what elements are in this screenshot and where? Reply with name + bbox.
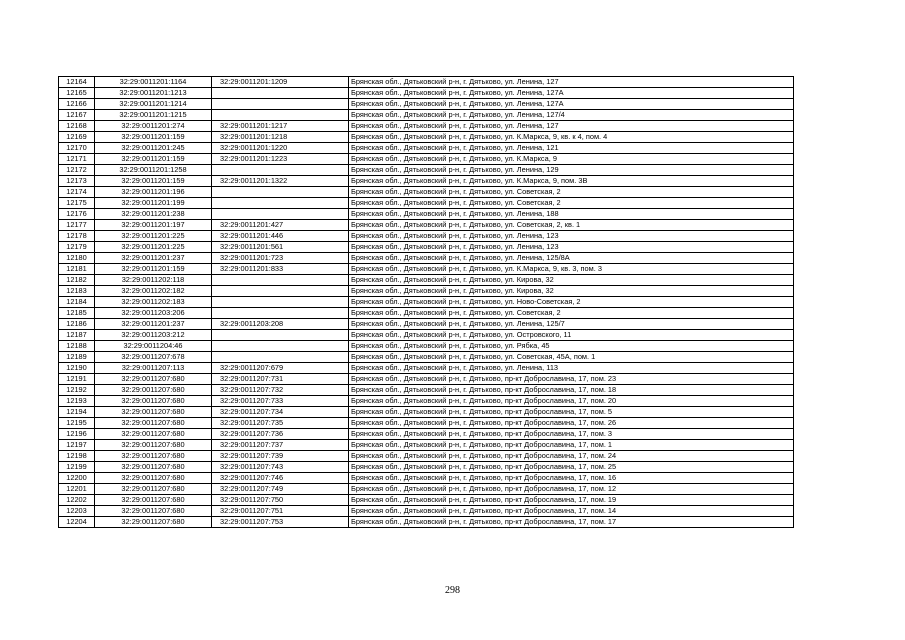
related-cadastral-number-cell xyxy=(212,209,349,220)
address-cell: Брянская обл., Дятьковский р-н, г. Дятьково, ул. К.Маркса, 9 xyxy=(349,154,794,165)
cadastral-number-cell: 32:29:0011207:680 xyxy=(95,451,212,462)
address-cell: Брянская обл., Дятьковский р-н, г. Дятьково, ул. Рябка, 45 xyxy=(349,341,794,352)
table-row xyxy=(59,396,794,407)
table-row xyxy=(59,286,794,297)
address-cell: Брянская обл., Дятьковский р-н, г. Дятьково, ул. Ленина, 123 xyxy=(349,242,794,253)
cadastral-number-cell: 32:29:0011207:680 xyxy=(95,429,212,440)
row-number-cell: 12168 xyxy=(59,121,95,132)
table-row xyxy=(59,253,794,264)
address-cell: Брянская обл., Дятьковский р-н, г. Дятьково, ул. Кирова, 32 xyxy=(349,286,794,297)
cadastral-number-cell: 32:29:0011201:1164 xyxy=(95,77,212,88)
address-cell: Брянская обл., Дятьковский р-н, г. Дятьково, пр-кт Доброславина, 17, пом. 23 xyxy=(349,374,794,385)
address-cell: Брянская обл., Дятьковский р-н, г. Дятьково, ул. Советская, 2, кв. 1 xyxy=(349,220,794,231)
table-row xyxy=(59,319,794,330)
related-cadastral-number-cell: 32:29:0011203:208 xyxy=(212,319,349,330)
related-cadastral-number-cell: 32:29:0011201:833 xyxy=(212,264,349,275)
table-row xyxy=(59,99,794,110)
cadastral-number-cell: 32:29:0011202:118 xyxy=(95,275,212,286)
row-number-cell: 12194 xyxy=(59,407,95,418)
cadastral-number-cell: 32:29:0011201:245 xyxy=(95,143,212,154)
table-row xyxy=(59,407,794,418)
address-cell: Брянская обл., Дятьковский р-н, г. Дятьково, ул. Ленина, 123 xyxy=(349,231,794,242)
related-cadastral-number-cell: 32:29:0011207:753 xyxy=(212,517,349,528)
row-number-cell: 12180 xyxy=(59,253,95,264)
address-cell: Брянская обл., Дятьковский р-н, г. Дятьково, ул. Ново-Советская, 2 xyxy=(349,297,794,308)
row-number-cell: 12169 xyxy=(59,132,95,143)
table-row xyxy=(59,352,794,363)
row-number-cell: 12196 xyxy=(59,429,95,440)
address-cell: Брянская обл., Дятьковский р-н, г. Дятьково, ул. Ленина, 127 xyxy=(349,121,794,132)
table-row xyxy=(59,220,794,231)
cadastral-number-cell: 32:29:0011207:680 xyxy=(95,517,212,528)
row-number-cell: 12191 xyxy=(59,374,95,385)
related-cadastral-number-cell xyxy=(212,352,349,363)
cadastral-number-cell: 32:29:0011201:199 xyxy=(95,198,212,209)
related-cadastral-number-cell: 32:29:0011201:1322 xyxy=(212,176,349,187)
table-row xyxy=(59,462,794,473)
row-number-cell: 12201 xyxy=(59,484,95,495)
address-cell: Брянская обл., Дятьковский р-н, г. Дятьково, пр-кт Доброславина, 17, пом. 19 xyxy=(349,495,794,506)
address-cell: Брянская обл., Дятьковский р-н, г. Дятьково, пр-кт Доброславина, 17, пом. 16 xyxy=(349,473,794,484)
related-cadastral-number-cell: 32:29:0011207:743 xyxy=(212,462,349,473)
table-row xyxy=(59,231,794,242)
address-cell: Брянская обл., Дятьковский р-н, г. Дятьково, пр-кт Доброславина, 17, пом. 12 xyxy=(349,484,794,495)
table-row xyxy=(59,418,794,429)
cadastral-number-cell: 32:29:0011201:1258 xyxy=(95,165,212,176)
address-cell: Брянская обл., Дятьковский р-н, г. Дятьково, ул. Советская, 2 xyxy=(349,308,794,319)
cadastral-number-cell: 32:29:0011207:680 xyxy=(95,462,212,473)
table-row xyxy=(59,473,794,484)
related-cadastral-number-cell: 32:29:0011201:446 xyxy=(212,231,349,242)
row-number-cell: 12178 xyxy=(59,231,95,242)
cadastral-number-cell: 32:29:0011201:238 xyxy=(95,209,212,220)
cadastral-number-cell: 32:29:0011207:678 xyxy=(95,352,212,363)
related-cadastral-number-cell xyxy=(212,198,349,209)
row-number-cell: 12167 xyxy=(59,110,95,121)
table-row xyxy=(59,484,794,495)
related-cadastral-number-cell: 32:29:0011207:731 xyxy=(212,374,349,385)
row-number-cell: 12184 xyxy=(59,297,95,308)
row-number-cell: 12188 xyxy=(59,341,95,352)
related-cadastral-number-cell xyxy=(212,110,349,121)
cadastral-number-cell: 32:29:0011203:212 xyxy=(95,330,212,341)
cadastral-number-cell: 32:29:0011201:197 xyxy=(95,220,212,231)
row-number-cell: 12183 xyxy=(59,286,95,297)
address-cell: Брянская обл., Дятьковский р-н, г. Дятьково, пр-кт Доброславина, 17, пом. 26 xyxy=(349,418,794,429)
address-cell: Брянская обл., Дятьковский р-н, г. Дятьково, ул. Ленина, 125/7 xyxy=(349,319,794,330)
related-cadastral-number-cell: 32:29:0011207:679 xyxy=(212,363,349,374)
row-number-cell: 12164 xyxy=(59,77,95,88)
table-row xyxy=(59,275,794,286)
related-cadastral-number-cell: 32:29:0011201:1220 xyxy=(212,143,349,154)
cadastral-number-cell: 32:29:0011207:680 xyxy=(95,374,212,385)
row-number-cell: 12166 xyxy=(59,99,95,110)
row-number-cell: 12170 xyxy=(59,143,95,154)
address-cell: Брянская обл., Дятьковский р-н, г. Дятьково, ул. Ленина, 188 xyxy=(349,209,794,220)
page-number: 298 xyxy=(445,585,460,596)
related-cadastral-number-cell xyxy=(212,88,349,99)
table-row xyxy=(59,330,794,341)
address-cell: Брянская обл., Дятьковский р-н, г. Дятьково, ул. Островского, 11 xyxy=(349,330,794,341)
row-number-cell: 12171 xyxy=(59,154,95,165)
cadastral-number-cell: 32:29:0011207:680 xyxy=(95,385,212,396)
row-number-cell: 12181 xyxy=(59,264,95,275)
related-cadastral-number-cell xyxy=(212,286,349,297)
related-cadastral-number-cell xyxy=(212,165,349,176)
table-row xyxy=(59,451,794,462)
row-number-cell: 12189 xyxy=(59,352,95,363)
row-number-cell: 12190 xyxy=(59,363,95,374)
table-row xyxy=(59,264,794,275)
table-row xyxy=(59,308,794,319)
related-cadastral-number-cell: 32:29:0011201:1209 xyxy=(212,77,349,88)
address-cell: Брянская обл., Дятьковский р-н, г. Дятьково, пр-кт Доброславина, 17, пом. 5 xyxy=(349,407,794,418)
cadastral-number-cell: 32:29:0011207:680 xyxy=(95,418,212,429)
address-cell: Брянская обл., Дятьковский р-н, г. Дятьково, ул. Советская, 45А, пом. 1 xyxy=(349,352,794,363)
cadastral-number-cell: 32:29:0011201:1214 xyxy=(95,99,212,110)
address-cell: Брянская обл., Дятьковский р-н, г. Дятьково, ул. Ленина, 113 xyxy=(349,363,794,374)
address-cell: Брянская обл., Дятьковский р-н, г. Дятьково, ул. Ленина, 127А xyxy=(349,99,794,110)
cadastral-number-cell: 32:29:0011201:225 xyxy=(95,242,212,253)
related-cadastral-number-cell: 32:29:0011207:749 xyxy=(212,484,349,495)
row-number-cell: 12175 xyxy=(59,198,95,209)
table-row xyxy=(59,77,794,88)
row-number-cell: 12176 xyxy=(59,209,95,220)
cadastral-number-cell: 32:29:0011207:680 xyxy=(95,473,212,484)
row-number-cell: 12198 xyxy=(59,451,95,462)
row-number-cell: 12187 xyxy=(59,330,95,341)
cadastral-number-cell: 32:29:0011207:680 xyxy=(95,495,212,506)
cadastral-number-cell: 32:29:0011201:237 xyxy=(95,319,212,330)
related-cadastral-number-cell: 32:29:0011201:1223 xyxy=(212,154,349,165)
cadastral-number-cell: 32:29:0011201:159 xyxy=(95,132,212,143)
related-cadastral-number-cell xyxy=(212,297,349,308)
table-row xyxy=(59,517,794,528)
table-row xyxy=(59,165,794,176)
table-row xyxy=(59,209,794,220)
cadastral-number-cell: 32:29:0011207:680 xyxy=(95,396,212,407)
row-number-cell: 12197 xyxy=(59,440,95,451)
related-cadastral-number-cell: 32:29:0011207:746 xyxy=(212,473,349,484)
related-cadastral-number-cell xyxy=(212,99,349,110)
address-cell: Брянская обл., Дятьковский р-н, г. Дятьково, ул. Советская, 2 xyxy=(349,198,794,209)
cadastral-number-cell: 32:29:0011207:680 xyxy=(95,407,212,418)
related-cadastral-number-cell xyxy=(212,275,349,286)
address-cell: Брянская обл., Дятьковский р-н, г. Дятьково, пр-кт Доброславина, 17, пом. 25 xyxy=(349,462,794,473)
row-number-cell: 12203 xyxy=(59,506,95,517)
cadastral-number-cell: 32:29:0011201:159 xyxy=(95,264,212,275)
row-number-cell: 12186 xyxy=(59,319,95,330)
address-cell: Брянская обл., Дятьковский р-н, г. Дятьково, ул. К.Маркса, 9, пом. 3В xyxy=(349,176,794,187)
address-cell: Брянская обл., Дятьковский р-н, г. Дятьково, пр-кт Доброславина, 17, пом. 14 xyxy=(349,506,794,517)
related-cadastral-number-cell: 32:29:0011207:735 xyxy=(212,418,349,429)
address-cell: Брянская обл., Дятьковский р-н, г. Дятьково, ул. Кирова, 32 xyxy=(349,275,794,286)
address-cell: Брянская обл., Дятьковский р-н, г. Дятьково, пр-кт Доброславина, 17, пом. 3 xyxy=(349,429,794,440)
related-cadastral-number-cell: 32:29:0011201:1218 xyxy=(212,132,349,143)
cadastral-number-cell: 32:29:0011201:1215 xyxy=(95,110,212,121)
table-row xyxy=(59,297,794,308)
row-number-cell: 12200 xyxy=(59,473,95,484)
related-cadastral-number-cell xyxy=(212,308,349,319)
cadastral-number-cell: 32:29:0011201:1213 xyxy=(95,88,212,99)
row-number-cell: 12204 xyxy=(59,517,95,528)
table-row xyxy=(59,341,794,352)
table-row xyxy=(59,440,794,451)
property-table xyxy=(58,76,794,528)
row-number-cell: 12174 xyxy=(59,187,95,198)
address-cell: Брянская обл., Дятьковский р-н, г. Дятьково, ул. Ленина, 127А xyxy=(349,88,794,99)
cadastral-number-cell: 32:29:0011204:46 xyxy=(95,341,212,352)
row-number-cell: 12192 xyxy=(59,385,95,396)
table-row xyxy=(59,374,794,385)
row-number-cell: 12165 xyxy=(59,88,95,99)
address-cell: Брянская обл., Дятьковский р-н, г. Дятьково, пр-кт Доброславина, 17, пом. 24 xyxy=(349,451,794,462)
cadastral-number-cell: 32:29:0011203:206 xyxy=(95,308,212,319)
cadastral-number-cell: 32:29:0011207:680 xyxy=(95,484,212,495)
property-table-body xyxy=(59,77,794,528)
table-row xyxy=(59,242,794,253)
related-cadastral-number-cell: 32:29:0011207:736 xyxy=(212,429,349,440)
cadastral-number-cell: 32:29:0011201:225 xyxy=(95,231,212,242)
cadastral-number-cell: 32:29:0011201:159 xyxy=(95,176,212,187)
address-cell: Брянская обл., Дятьковский р-н, г. Дятьково, ул. К.Маркса, 9, кв. 3, пом. 3 xyxy=(349,264,794,275)
table-row xyxy=(59,385,794,396)
table-row xyxy=(59,154,794,165)
related-cadastral-number-cell: 32:29:0011207:750 xyxy=(212,495,349,506)
address-cell: Брянская обл., Дятьковский р-н, г. Дятьково, ул. Ленина, 129 xyxy=(349,165,794,176)
related-cadastral-number-cell: 32:29:0011201:561 xyxy=(212,242,349,253)
address-cell: Брянская обл., Дятьковский р-н, г. Дятьково, пр-кт Доброславина, 17, пом. 1 xyxy=(349,440,794,451)
table-row xyxy=(59,198,794,209)
address-cell: Брянская обл., Дятьковский р-н, г. Дятьково, ул. К.Маркса, 9, кв. к 4, пом. 4 xyxy=(349,132,794,143)
related-cadastral-number-cell xyxy=(212,341,349,352)
related-cadastral-number-cell: 32:29:0011201:1217 xyxy=(212,121,349,132)
address-cell: Брянская обл., Дятьковский р-н, г. Дятьково, ул. Ленина, 125/8А xyxy=(349,253,794,264)
cadastral-number-cell: 32:29:0011207:680 xyxy=(95,506,212,517)
address-cell: Брянская обл., Дятьковский р-н, г. Дятьково, ул. Ленина, 121 xyxy=(349,143,794,154)
table-row xyxy=(59,132,794,143)
table-row xyxy=(59,143,794,154)
table-row xyxy=(59,363,794,374)
cadastral-number-cell: 32:29:0011202:183 xyxy=(95,297,212,308)
row-number-cell: 12179 xyxy=(59,242,95,253)
related-cadastral-number-cell: 32:29:0011207:732 xyxy=(212,385,349,396)
address-cell: Брянская обл., Дятьковский р-н, г. Дятьково, пр-кт Доброславина, 17, пом. 18 xyxy=(349,385,794,396)
table-row xyxy=(59,495,794,506)
related-cadastral-number-cell: 32:29:0011207:751 xyxy=(212,506,349,517)
cadastral-number-cell: 32:29:0011201:274 xyxy=(95,121,212,132)
cadastral-number-cell: 32:29:0011207:680 xyxy=(95,440,212,451)
cadastral-number-cell: 32:29:0011207:113 xyxy=(95,363,212,374)
address-cell: Брянская обл., Дятьковский р-н, г. Дятьково, пр-кт Доброславина, 17, пом. 20 xyxy=(349,396,794,407)
table-row xyxy=(59,506,794,517)
cadastral-number-cell: 32:29:0011201:196 xyxy=(95,187,212,198)
related-cadastral-number-cell: 32:29:0011207:737 xyxy=(212,440,349,451)
cadastral-number-cell: 32:29:0011201:159 xyxy=(95,154,212,165)
table-row xyxy=(59,429,794,440)
related-cadastral-number-cell: 32:29:0011207:734 xyxy=(212,407,349,418)
table-row xyxy=(59,121,794,132)
address-cell: Брянская обл., Дятьковский р-н, г. Дятьково, ул. Советская, 2 xyxy=(349,187,794,198)
related-cadastral-number-cell: 32:29:0011201:723 xyxy=(212,253,349,264)
table-row xyxy=(59,88,794,99)
cadastral-number-cell: 32:29:0011202:182 xyxy=(95,286,212,297)
address-cell: Брянская обл., Дятьковский р-н, г. Дятьково, ул. Ленина, 127 xyxy=(349,77,794,88)
row-number-cell: 12173 xyxy=(59,176,95,187)
table-row xyxy=(59,176,794,187)
row-number-cell: 12195 xyxy=(59,418,95,429)
address-cell: Брянская обл., Дятьковский р-н, г. Дятьково, пр-кт Доброславина, 17, пом. 17 xyxy=(349,517,794,528)
table-row xyxy=(59,187,794,198)
row-number-cell: 12177 xyxy=(59,220,95,231)
related-cadastral-number-cell xyxy=(212,187,349,198)
cadastral-number-cell: 32:29:0011201:237 xyxy=(95,253,212,264)
row-number-cell: 12182 xyxy=(59,275,95,286)
row-number-cell: 12202 xyxy=(59,495,95,506)
related-cadastral-number-cell xyxy=(212,330,349,341)
table-row xyxy=(59,110,794,121)
address-cell: Брянская обл., Дятьковский р-н, г. Дятьково, ул. Ленина, 127/4 xyxy=(349,110,794,121)
row-number-cell: 12185 xyxy=(59,308,95,319)
row-number-cell: 12199 xyxy=(59,462,95,473)
related-cadastral-number-cell: 32:29:0011207:739 xyxy=(212,451,349,462)
related-cadastral-number-cell: 32:29:0011201:427 xyxy=(212,220,349,231)
row-number-cell: 12172 xyxy=(59,165,95,176)
row-number-cell: 12193 xyxy=(59,396,95,407)
related-cadastral-number-cell: 32:29:0011207:733 xyxy=(212,396,349,407)
